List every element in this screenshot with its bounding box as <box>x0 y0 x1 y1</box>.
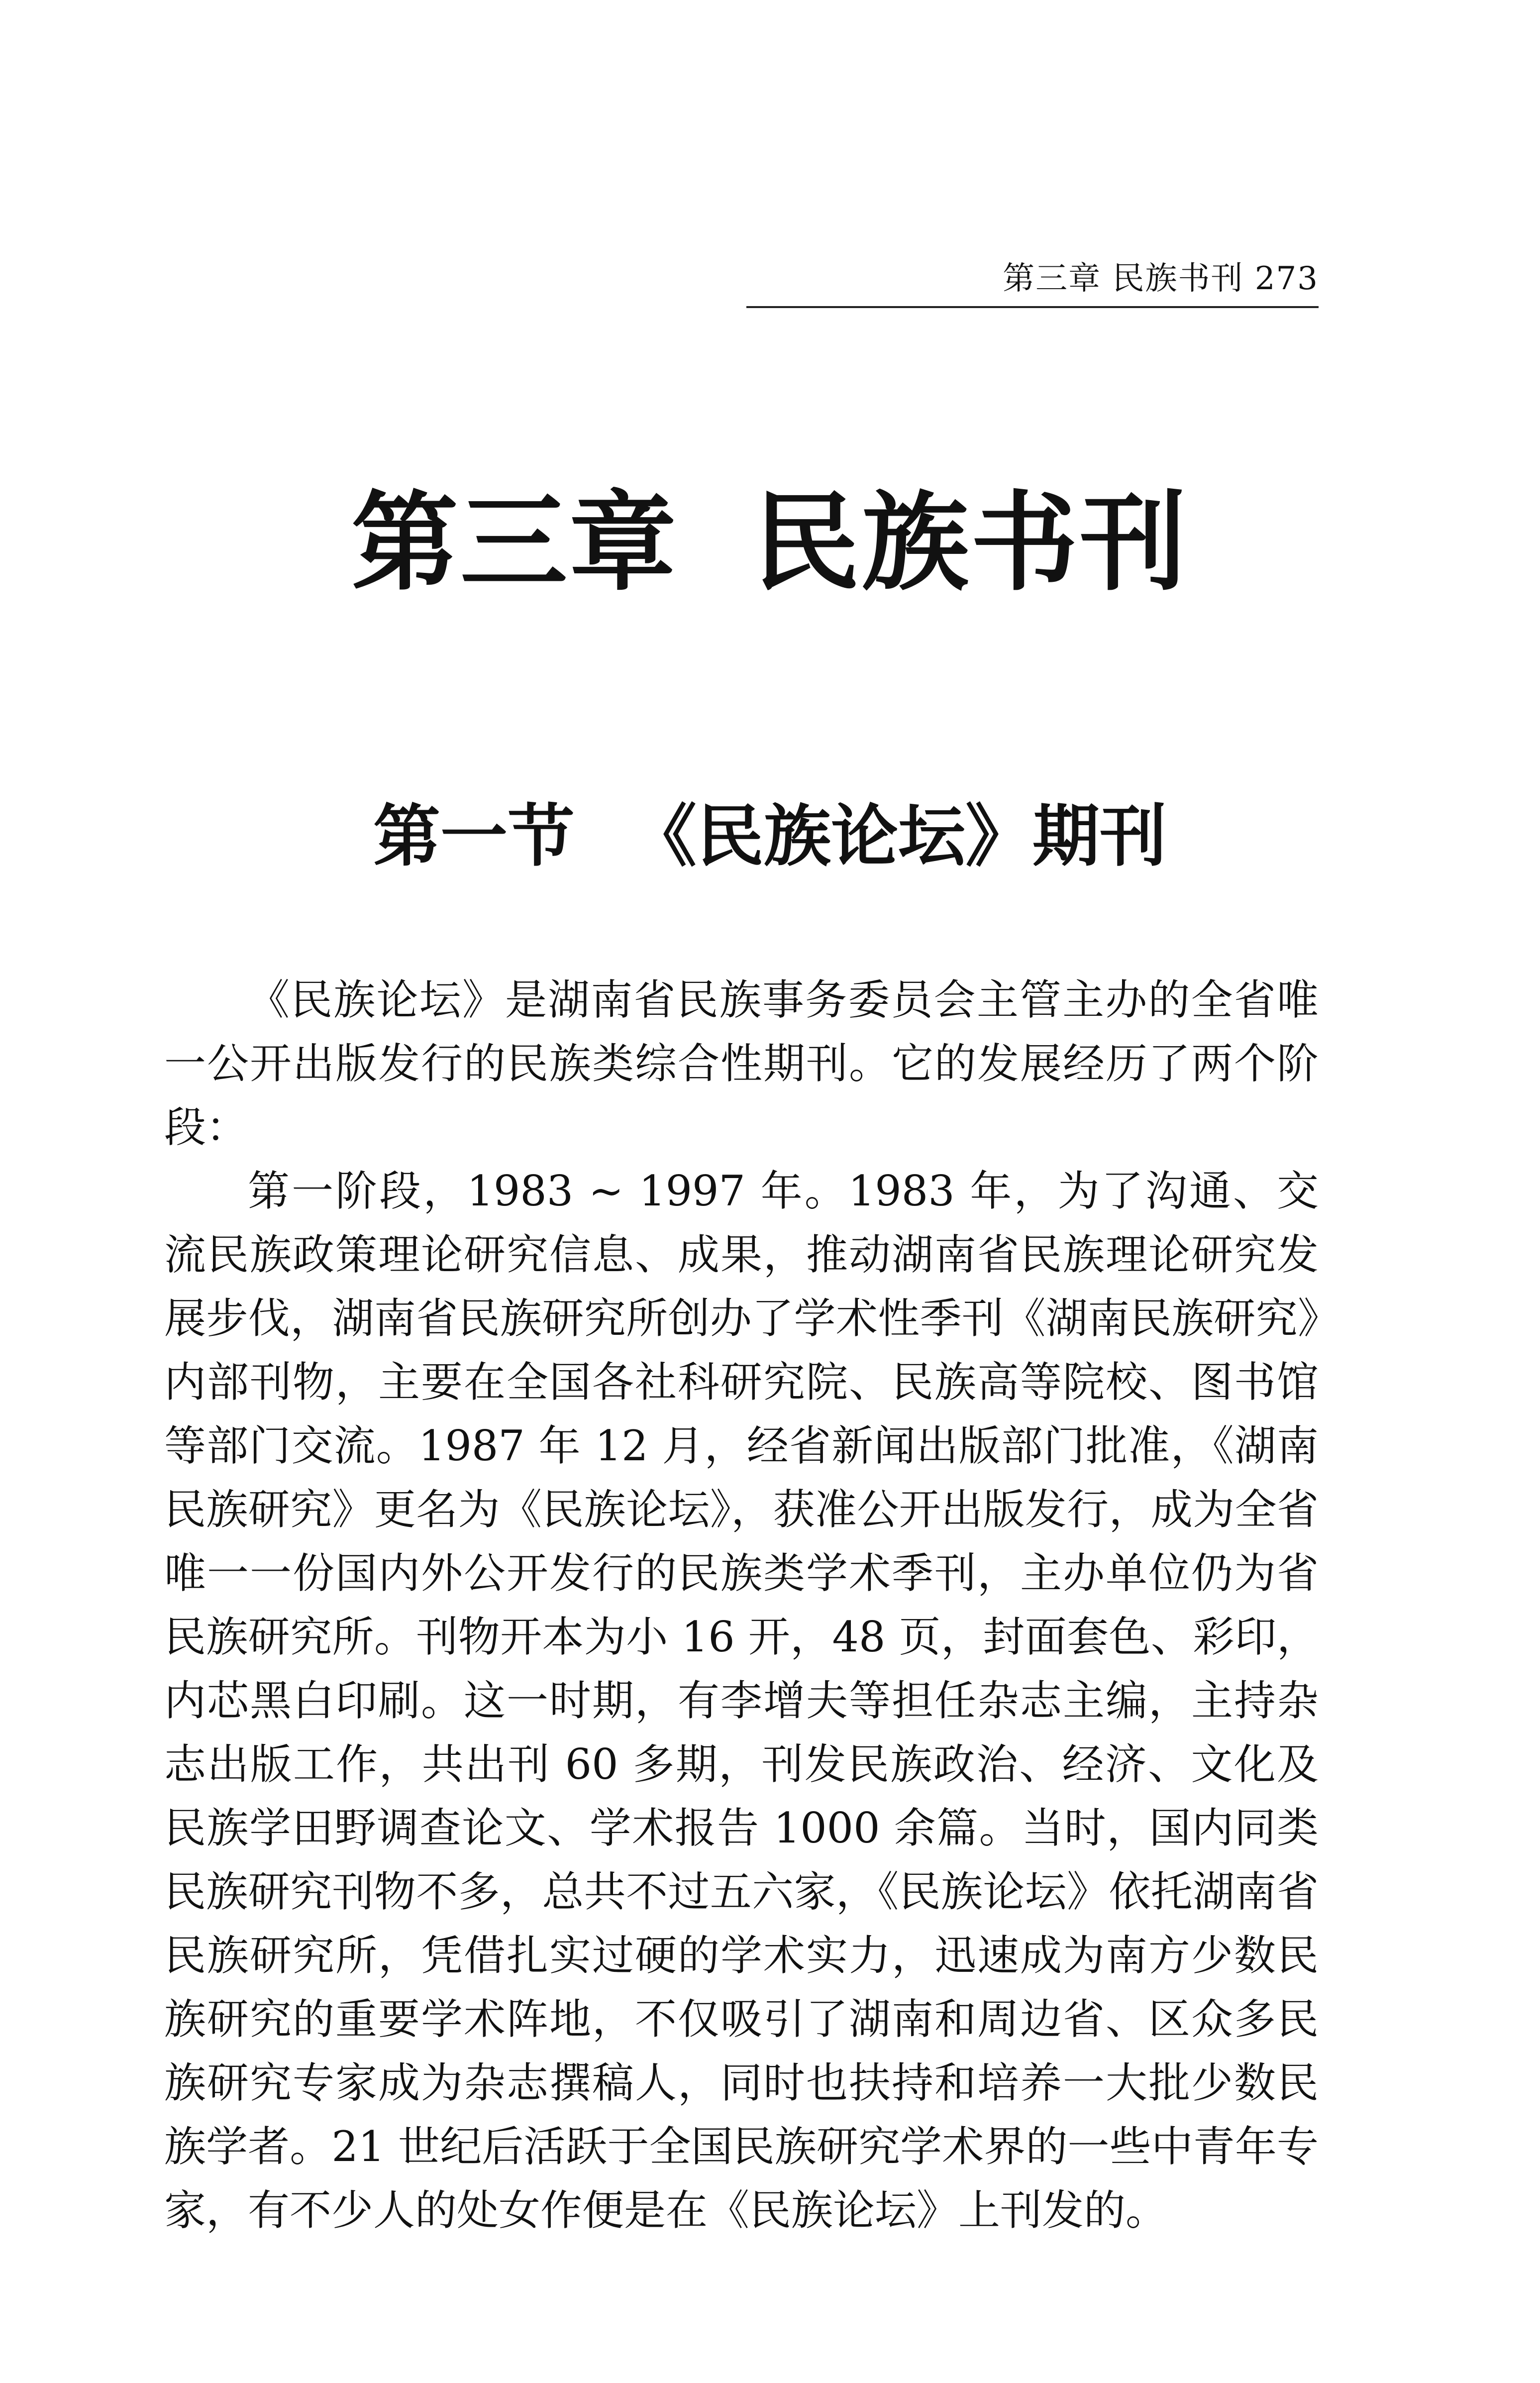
body-text <box>164 968 1319 2242</box>
chapter-number: 第三章 <box>351 479 678 605</box>
paragraph-intro: 《民族论坛》是湖南省民族事务委员会主管主办的全省唯一公开出版发行的民族类综合性期刊。它的发展经历了两个阶段： <box>164 975 1319 1152</box>
chapter-title <box>0 478 1540 607</box>
chapter-name: 民族书刊 <box>753 479 1189 605</box>
paragraph-stage-one: 第一阶段，1983 ~ 1997 年。1983 年，为了沟通、交流民族政策理论研究信息、成果，推动湖南省民族理论研究发展步伐，湖南省民族研究所创办了学术性季刊《湖南民族研究》内部刊物，主要在全国各社科研究院、民族高等院校、图书馆等部门交流。1987 年 12 月，经省新闻出版部门批准，《湖南民族研究》更名为《民族论坛》，获准公开出版发行，成为全省唯一一份国内外公开发行的民族类学术季刊，主办单位仍为省民族研究所。刊物开本为小 16 开，48 页，封面套色、彩印，内芯黑白印刷。这一时期，有李增夫等担任杂志主编，主持杂志出版工作，共出刊 60 多期，刊发民族政治、经济、文化及民族学田野调查论文、学术报告 1000 余篇。当时，国内同类民族研究刊物不多，总共不过五六家，《民族论坛》依托湖南省民族研究所，凭借扎实过硬的学术实力，迅速成为南方少数民族研究的重要学术阵地，不仅吸引了湖南和周边省、区众多民族研究专家成为杂志撰稿人，同时也扶持和培养一大批少数民族学者。21 世纪后活跃于全国民族研究学术界的一些中青年专家，有不少人的处女作便是在《民族论坛》上刊发的。 <box>164 1167 1319 2235</box>
running-header-text: 第三章 民族书刊 273 <box>1003 260 1319 297</box>
section-number: 第一节 <box>373 796 575 875</box>
section-name: 《民族论坛》期刊 <box>629 796 1167 875</box>
section-title <box>0 791 1540 881</box>
running-header <box>746 251 1319 308</box>
